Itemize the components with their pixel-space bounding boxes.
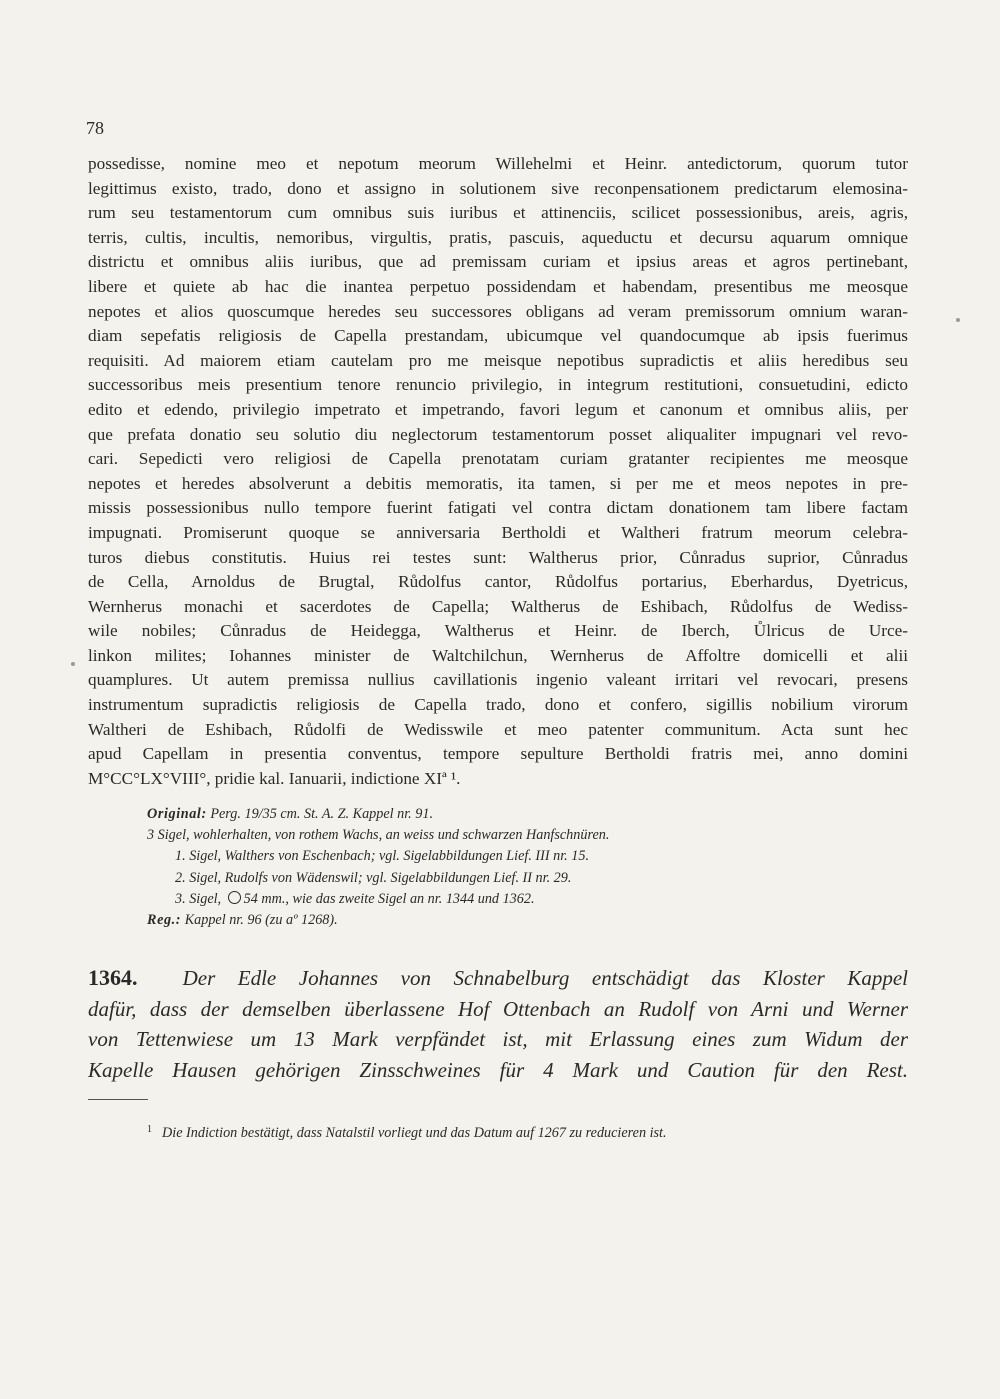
body-line: cari. Sepedicti vero religiosi de Capella prenotatam curiam gratanter recipientes me meosque [88, 449, 908, 469]
body-line: nepotes et alios quoscumque heredes seu successores obligans ad veram premissorum omnium waran- [88, 301, 908, 321]
body-line: successoribus meis presentium tenore renuncio privilegio, in integrum restitutioni, consuetudini, edicto [88, 375, 908, 395]
original-note [147, 804, 847, 825]
sigel-note: 3 Sigel, wohlerhalten, von rothem Wachs, an weiss und schwarzen Hanfschnüren. [147, 827, 610, 844]
sigel-1-note: 1. Sigel, Walthers von Eschenbach; vgl. Sigelabbildungen Lief. III nr. 15. [175, 848, 589, 865]
body-line: apud Capellam in presentia conventus, tempore sepulture Bertholdi fratris mei, anno domini [88, 744, 908, 764]
reg-text: Kappel nr. 96 (zu aº 1268). [181, 912, 338, 929]
entry-line-text: Der Edle Johannes von Schnabelburg entschädigt das Kloster Kappel [182, 966, 908, 990]
entry-line: von Tettenwiese um 13 Mark verpfändet ist, mit Erlassung eines zum Widum der [88, 1027, 908, 1051]
circle-icon [228, 891, 241, 904]
entry-line: dafür, dass der demselben überlassene Hof Ottenbach an Rudolf von Arni und Werner [88, 996, 908, 1021]
body-line: legittimus existo, trado, dono et assigno in solutionem sive reconpensationem predictarum elemosina- [88, 178, 908, 198]
body-line: M°CC°LX°VIII°, pridie kal. Ianuarii, indictione XIª ¹. [88, 768, 461, 788]
body-line: Wernherus monachi et sacerdotes de Capella; Waltherus de Eshibach, Růdolfus de Wediss- [88, 596, 908, 616]
charter-body [88, 152, 908, 791]
entry-line [88, 963, 908, 994]
body-line: instrumentum supradictis religiosis de Capella trado, dono et confero, sigillis nobilium virorum [88, 695, 908, 715]
body-line: terris, cultis, incultis, nemoribus, virgultis, pratis, pascuis, aqueductu et decursu aquarum omnique [88, 227, 908, 247]
body-line: Waltheri de Eshibach, Růdolfi de Wedisswile et meo patenter communitum. Acta sunt hec [88, 719, 908, 739]
body-line: linkon milites; Iohannes minister de Waltchilchun, Wernherus de Affoltre domicelli et alii [88, 645, 908, 665]
body-line: impugnati. Promiserunt quoque se anniversaria Bertholdi et Waltheri fratrum meorum celebra- [88, 522, 908, 542]
sigel-3-note [147, 889, 847, 910]
original-label: Original: [147, 806, 207, 822]
footnote-marker: 1 [147, 1124, 152, 1135]
paper-speck [956, 318, 960, 322]
sigel-2-note: 2. Sigel, Rudolfs von Wädenswil; vgl. Sigelabbildungen Lief. II nr. 29. [175, 869, 572, 886]
entry-heading [88, 963, 908, 1085]
body-line: missis possessionibus nullo tempore fuerint fatigati vel contra dictam donationem tam libere factam [88, 498, 908, 518]
body-line: quamplures. Ut autem premissa nullius cavillationis ingenio valeant irritari vel revocari, presens [88, 670, 908, 690]
body-line: de Cella, Arnoldus de Brugtal, Růdolfus cantor, Růdolfus portarius, Eberhardus, Dyetricus, [88, 572, 908, 592]
body-line: wile nobiles; Cůnradus de Heidegga, Waltherus et Heinr. de Iberch, Ůlricus de Urce- [88, 621, 908, 641]
body-line: possedisse, nomine meo et nepotum meorum Willehelmi et Heinr. antedictorum, quorum tutor [88, 154, 908, 173]
entry-line: Kapelle Hausen gehörigen Zinsschweines für 4 Mark und Caution für den Rest. [88, 1057, 908, 1082]
footnote [147, 1124, 907, 1142]
sigel-3-label: 3. Sigel, [175, 890, 222, 907]
body-line: edito et edendo, privilegio impetrato et impetrando, favori legum et canonum et omnibus aliis, per [88, 399, 908, 419]
body-line: requisiti. Ad maiorem etiam cautelam pro me meisque nepotibus supradictis et aliis heredibus seu [88, 350, 908, 370]
body-line: nepotes et heredes absolverunt a debitis memoratis, ita tamen, si per me et meos nepotes in pre- [88, 473, 908, 493]
apparatus-notes [147, 804, 847, 931]
body-line: que prefata donatio seu solutio diu neglectorum testamentorum posset aliqualiter impugnari vel revo- [88, 424, 908, 444]
page-number: 78 [86, 118, 104, 138]
body-line: districtu et omnibus aliis iuribus, que ad premissam curiam et ipsius areas et agros pertinebant, [88, 252, 908, 272]
reg-note [147, 910, 847, 931]
original-text: Perg. 19/35 cm. St. A. Z. Kappel nr. 91. [206, 806, 434, 822]
paper-speck [71, 662, 75, 666]
sigel-3-text: 54 mm., wie das zweite Sigel an nr. 1344 und 1362. [243, 890, 535, 907]
body-line: rum seu testamentorum cum omnibus suis iuribus et attinenciis, scilicet possessionibus, areis, agris, [88, 203, 908, 223]
footnote-text: Die Indiction bestätigt, dass Natalstil vorliegt und das Datum auf 1267 zu reducieren ist. [162, 1125, 667, 1141]
entry-number: 1364. [88, 965, 138, 990]
body-line: turos diebus constitutis. Huius rei testes sunt: Waltherus prior, Cůnradus suprior, Cůnradus [88, 547, 908, 567]
footnote-divider [88, 1099, 148, 1100]
reg-label: Reg.: [147, 912, 182, 929]
body-line: libere et quiete ab hac die inantea perpetuo possidendam et habendam, presentibus me meosque [88, 276, 908, 296]
body-line: diam sepefatis religiosis de Capella prestandam, ubicumque vel quandocumque ab ipsis fuerimus [88, 326, 908, 346]
